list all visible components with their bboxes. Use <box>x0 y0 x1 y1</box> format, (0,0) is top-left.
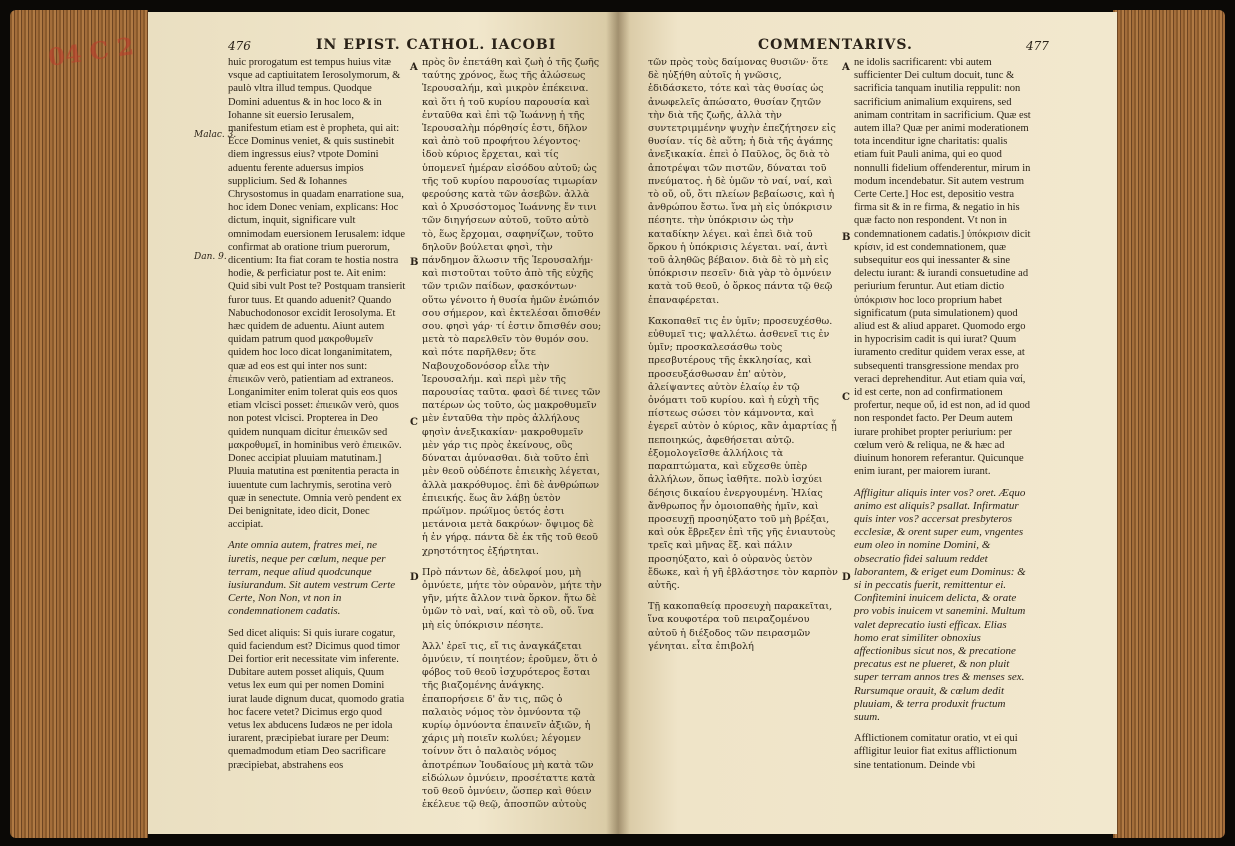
book-gutter <box>606 12 630 834</box>
section-letter-a-right: A <box>842 62 850 73</box>
right-scripture-heading: Affligitur aliquis inter vos? oret. Æquo animo est aliquis? psallat. Infirmatur quis inter vos? accersat presbyteros ecclesiæ, & orent super eum, vngentes eum oleo in nomine Domini, & obsecratio fidei saluum reddet laborantem, & eriget eum Dominus: & si in peccatis fuerit, remittentur ei. Confitemini inuicem delicta, & orate pro vobis inuicem vt sanemini. Multum valet deprecatio iusti efficax. Elias homo erat similiter obnoxius affectionibus sicut nos, & precatione precatus est ne plueret, & non pluit super terram annos tres & menses sex. Rursumque orauit, & cœlum dedit pluuiam, & terra produxit fructum suum. <box>854 486 1026 723</box>
right-latin-paragraph-2: Afflictionem comitatur oratio, vt ei qui affligitur leuior fiat exitus afflictionum sine tentationum. Deinde vbi <box>854 733 1018 771</box>
right-greek-paragraph-2: Κακοπαθεῖ τις ἐν ὑμῖν; προσευχέσθω. εὐθυμεῖ τις; ψαλλέτω. ἀσθενεῖ τις ἐν ὑμῖν; προσκαλεσάσθω τοὺς πρεσβυτέρους τῆς ἐκκλησίας, καὶ προσευξάσθωσαν ἐπ' αὐτὸν, ἀλείψαντες αὐτὸν ἐλαίῳ ἐν τῷ ὀνόματι τοῦ κυρίου. καὶ ἡ εὐχὴ τῆς πίστεως σώσει τὸν κάμνοντα, καὶ ἐγερεῖ αὐτὸν ὁ κύριος, κἂν ἁμαρτίας ᾖ πεποιηκώς, ἀφεθήσεται αὐτῷ. ἐξομολογεῖσθε ἀλλήλοις τὰ παραπτώματα, καὶ εὔχεσθε ὑπὲρ ἀλλήλων, ὅπως ἰαθῆτε. πολὺ ἰσχύει δέησις δικαίου ἐνεργουμένη. Ἠλίας ἄνθρωπος ἦν ὁμοιοπαθὴς ἡμῖν, καὶ προσευχῇ προσηύξατο τοῦ μὴ βρέξαι, καὶ οὐκ ἔβρεξεν ἐπὶ τῆς γῆς ἐνιαυτοὺς τρεῖς καὶ μῆνας ἕξ. καὶ πάλιν προσηύξατο, καὶ ὁ οὐρανὸς ὑετὸν ἔδωκε, καὶ ἡ γῆ ἐβλάστησε τὸν καρπὸν αὐτῆς. <box>648 315 838 591</box>
right-page-edge <box>1113 10 1225 838</box>
left-greek-paragraph-3: Ἀλλ' ἐρεῖ τις, εἴ τις ἀναγκάζεται ὀμνύειν, τί ποιητέον; ἐροῦμεν, ὅτι ὁ φόβος τοῦ θεοῦ ἰσχυρότερος ἔσται τῆς βιαζομένης ἀνάγκης. ἐπαπορήσειε δ' ἄν τις, πῶς ὁ παλαιὸς νόμος τὸν ὀμνύοντα τῷ κυρίῳ ὀμνύοντα ἐπαινεῖν ἀξιῶν, ἡ χάρις μὴ ποιεῖν κωλύει; λέγομεν τοίνυν ὅτι ὁ παλαιὸς νόμος ἀποτρέπων Ἰουδαίους μὴ κατὰ τῶν εἰδώλων ὀμνύειν, προσέταττε κατὰ τοῦ θεοῦ ὀμνύειν, ὥσπερ καὶ θύειν ἐκέλευε τῷ θεῷ, ἀποσπῶν αὐτοὺς <box>422 640 598 811</box>
section-letter-a-left: A <box>410 62 418 73</box>
right-page-number: 477 <box>1026 39 1049 53</box>
section-letter-d-right: D <box>842 572 851 583</box>
left-latin-paragraph-1: huic prorogatum est tempus huius vitæ vsque ad captiuitatem Ierosolymorum, & paulò vltra illud tempus. Quodque Domini aduentus & in hoc loco & in Iohanne sit euersio Ierusalem, manifestum etiam est è propheta, qui ait: Ecce Dominus veniet, & quis sustinebit diem ingressus eius? vtpote Domini aduentu ferente aduersus impios supplicium. Sed & Iohannes Chrysostomus in quadam enarratione sua, hoc idem Donec veniam, explicans: Hoc dictum, inquit, significare vult omnimodam euersionem Ierusalem: idque confirmat ab oratione trium puerorum, dicentium: Ita fiat coram te hostia nostra hodie, & perficiatur post te. Ait enim: Quid sibi vult Post te? Postquam transierit furor tuus. Et quando aduenit? Quando Nabuchodonosor excidit Ierosolyma. Et hæc quidem de aduentu. Aiunt autem quidam patrum quod μακροθυμεῖν quidem hoc loco dicat longanimitatem, quæ ad eos est qui inter nos sunt: ἐπιεικῶν verò, patientiam ad extraneos. Longanimiter enim tolerat quis eos quos etiam vlcisci posset: ἐπιεικῶν verò, quos non potest vlcisci. Propterea in Deo quidem nunquam dicitur ἐπιεικῶν sed μακροθυμεῖ, in hominibus verò ἐπιεικῶν. Donec accipiat pluuiam matutinam.] Pluuia matutina est pœnitentia peracta in iuuentute cum lachrymis, serotina verò quæ in senectute. Omnia verò pendent ex Dei benignitate, ideo dicit, Donec accipiat. <box>228 57 406 531</box>
margin-note-malachi: Malac. 3. <box>194 130 237 140</box>
right-running-head: COMMENTARIVS. <box>758 37 913 53</box>
left-scripture-heading: Ante omnia autem, fratres mei, ne iuretis, neque per cœlum, neque per terram, neque aliud quodcunque iusiurandum. Sit autem vestrum Certe Certe, Non Non, vt non in condemnationem cadatis. <box>228 539 396 618</box>
right-latin-column <box>854 56 1032 772</box>
left-greek-column <box>422 56 602 811</box>
left-greek-paragraph-1: πρὸς ὃν ἐπετάθη καὶ ζωὴ ὁ τῆς ζωῆς ταύτης χρόνος, ἕως τῆς ἁλώσεως Ἱερουσαλήμ, καὶ μικρὸν ἐπέκεινα. καὶ ὅτι ἡ τοῦ κυρίου παρουσία καὶ ἐνταῦθα καὶ ἐπὶ τῷ Ἰωάννῃ ἡ τῆς Ἱερουσαλὴμ πόρθησίς ἐστι, δῆλον καὶ ἀπὸ τοῦ προφήτου λέγοντος· ἰδοὺ κύριος ἔρχεται, καὶ τίς ὑπομενεῖ ἡμέραν εἰσόδου αὐτοῦ; ὡς τῆς τοῦ κυρίου παρουσίας τιμωρίαν φερούσης κατὰ τῶν ἀσεβῶν. ἀλλὰ καὶ ὁ Χρυσόστομος Ἰωάννης ἔν τινι τῶν διηγήσεων αὐτοῦ, τοῦτο αὐτὸ τὸ, ἕως ἔρχομαι, σαφηνίζων, τοῦτο δηλοῦν βούλεται φησὶ, τὴν πάνδημον ἅλωσιν τῆς Ἱερουσαλήμ· καὶ πιστοῦται τοῦτο ἀπὸ τῆς εὐχῆς τῶν τριῶν παίδων, φασκόντων· οὕτω γένοιτο ἡ θυσία ἡμῶν ἐνώπιόν σου σήμερον, καὶ ἐκτελέσαι ὄπισθέν σου. φησὶ γάρ· τί ἐστιν ὄπισθέν σου; μετὰ τὸ παρελθεῖν τὸν θυμόν σου. καὶ πότε παρῆλθεν; ὅτε Ναβουχοδονόσορ εἷλε τὴν Ἱερουσαλήμ. καὶ περὶ μὲν τῆς παρουσίας ταῦτα. φασὶ δέ τινες τῶν πατέρων ὡς τοῦτο, ὡς μακροθυμεῖν μὲν ἐνταῦθα τὴν πρὸς ἀλλήλους φησὶν ἀνεξικακίαν· μακροθυμεῖν μὲν γάρ τις πρὸς ἐκείνους, οὓς δύναται ἀμύνασθαι. διὰ τοῦτο ἐπὶ μὲν θεοῦ οὐδέποτε ἐπιεικὴς λέγεται, ἀλλὰ μακρόθυμος. ἐπὶ δὲ ἀνθρώπων ἐπιεικής. ἕως ἂν λάβῃ ὑετὸν πρώϊμον. πρώϊμος ὑετός ἐστι μετάνοια μετὰ δακρύων· ὄψιμος δὲ ἡ ἐν γήρᾳ. πάντα δὲ ἐκ τῆς τοῦ θεοῦ χρηστότητος ἐξήρτηται. <box>422 57 602 557</box>
section-letter-c-right: C <box>842 392 850 403</box>
left-latin-paragraph-2: Sed dicet aliquis: Si quis iurare cogatur, quid faciendum est? Dicimus quod timor Dei fortior erit necessitate vim inferente. Dubitare autem posset aliquis, Quum vetus lex eum qui per nomen Domini iurat laude dignum ducat, quomodo gratia hoc facere vetet? Dicimus ergo quod vetus lex abducens Iudæos ne per idola iurarent, præcipiebat iurare per Deum: quemadmodum etiam Deo sacrificare præcipiebat, abstrahens eos <box>228 627 405 771</box>
left-running-head: IN EPIST. CATHOL. IACOBI <box>316 37 557 53</box>
right-greek-paragraph-1: τῶν πρὸς τοὺς δαίμονας θυσιῶν· ὅτε δὲ ηὐξήθη αὐτοῖς ἡ γνῶσις, ἐδιδάσκετο, τότε καὶ τὰς θυσίας ὡς ἀνωφελεῖς ἀπώσατο, θυσίαν ζητῶν τὴν διὰ τῆς ζωῆς, ἀλλὰ τὴν συντετριμμένην ψυχὴν ἐπεζήτησεν εἰς θυσίαν. τίς δὲ αὕτη; ἡ διὰ τῆς ἀγάπης ἀνεξικακία. ἐπεὶ ὁ Παῦλος, ὃς διὰ τὸ ἀποτρέψαι τῶν πιστῶν, δύναται τοῦ πνεύματος. ἡ δὲ ὑμῶν τὸ ναί, ναί, καὶ τὸ οὔ, οὔ, ὅτι πλείων βεβαίωσις, καὶ ἡ ἀνθρώπου ἔστω. ἵνα μὴ εἰς ὑπόκρισιν πέσητε. τὴν ὑπόκρισιν ὡς τὴν καταδίκην λέγει. καὶ ἐπεὶ διὰ τοῦ ὅρκου ἡ ὑπόκρισις λέγεται. ναί, ἀντὶ τοῦ ἀληθῶς βέβαιον. διὰ δὲ τὸ μὴ εἰς ὑπόκρισιν πεσεῖν· διὰ γὰρ τὸ ὀμνύειν κατὰ τοῦ θεοῦ, ὁ ὅρκος πάντα τῷ θεῷ ἐπαναφέρεται. <box>648 57 836 306</box>
margin-note-daniel: Dan. 9. <box>194 252 227 262</box>
section-letter-b-right: B <box>842 232 851 243</box>
right-page <box>618 12 1117 834</box>
left-page-edge <box>10 10 148 838</box>
section-letter-c-left: C <box>410 417 418 428</box>
library-stamp: 04 C 2 <box>46 31 136 72</box>
right-latin-paragraph-1: ne idolis sacrificarent: vbi autem sufficienter Dei cultum docuit, tunc & sacrificia tanquam inutilia reppulit: non sacrificium animalium exquirens, sed animam contritam in sacrificium. Quæ est autem illa? Quæ per animi moderationem tota incenditur igne charitatis: qualis etiam fuit Pauli anima, qui eo quod nonnulli fidelium offenderentur, mirum in modum incendebatur. Sit autem vestrum Certe Certe.] Hoc est, depositio vestra firma sit & in re firma, & negatio in his quæ facto non respondent. Vt non in condemnationem cadatis.] ὑπόκρισιν dicit κρίσιν, id est condemnationem, quæ subsequitur eos qui inessanter & sine delectu iurant: & iurandi consuetudine ad periurium feruntur. Aut etiam dictio ὑπόκρισιν hoc loco proprium habet significatum (puta simulationem) quod aliud est & aliud apparet. Quomodo ergo in hypocrisim cadit is qui iurat? Quum iuramento creditur quidem verax esse, at subsequenti transgressione mendax pro veraci deprehenditur. Aut etiam quia ναί, id est certe, non ad confirmationem profertur, neque οὔ, id est non, ad id quod non respondet facto. Per Deum autem iurare prohibet propter periurium: per cœlum verò & reliqua, ne & hæc ad diuinum honorem referantur. Quicunque enim iurant, per maiorem iurant. <box>854 57 1031 478</box>
section-letter-b-left: B <box>410 257 419 268</box>
right-greek-paragraph-3: Τῇ κακοπαθείᾳ προσευχὴ παρακεῖται, ἵνα κουφοτέρα τοῦ πειραζομένου αὐτοῦ ἡ διέξοδος τῶν πειρασμῶν γένηται. εἶτα ἐπιβολή <box>648 601 833 652</box>
right-greek-column <box>648 56 838 653</box>
left-latin-column <box>228 56 406 772</box>
left-page-number: 476 <box>228 39 251 53</box>
section-letter-d-left: D <box>410 572 419 583</box>
left-greek-paragraph-2: Πρὸ πάντων δὲ, ἀδελφοί μου, μὴ ὀμνύετε, μήτε τὸν οὐρανὸν, μήτε τὴν γῆν, μήτε ἄλλον τινὰ ὅρκον. ἤτω δὲ ὑμῶν τὸ ναὶ, ναί, καὶ τὸ οὒ, οὔ. ἵνα μὴ εἰς ὑπόκρισιν πέσητε. <box>422 566 602 631</box>
left-page <box>148 12 618 834</box>
